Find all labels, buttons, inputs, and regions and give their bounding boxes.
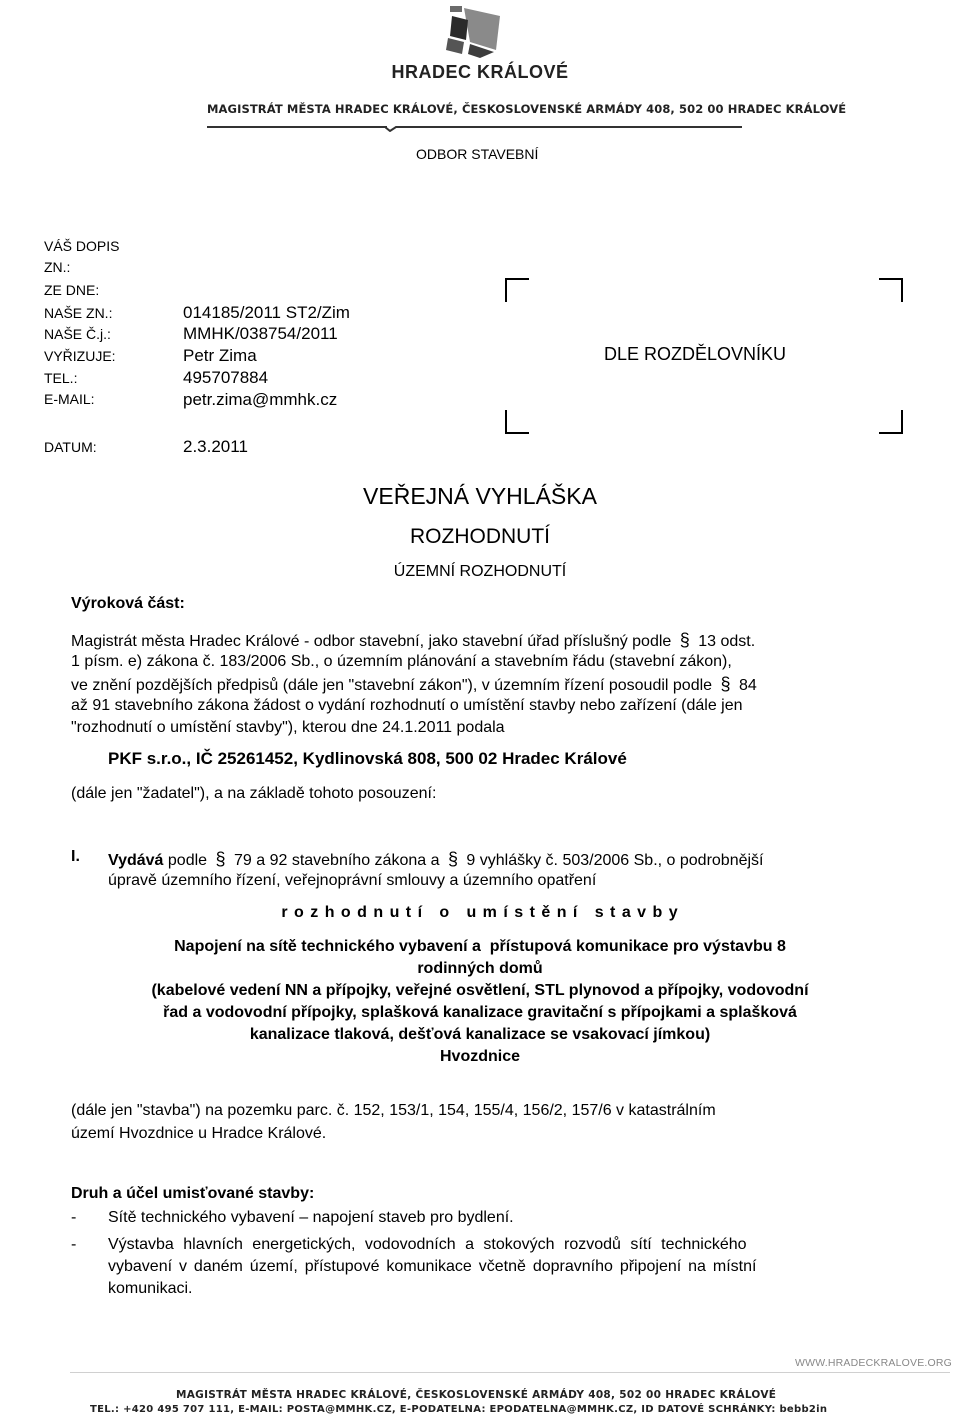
value-email: petr.zima@mmhk.cz	[183, 390, 338, 409]
intro-line-3	[71, 673, 757, 697]
recipient: DLE ROZDĚLOVNÍKU	[604, 344, 787, 364]
decision-numeral: I.	[71, 848, 80, 865]
section-sign-icon: §	[215, 849, 226, 869]
project-line-1: Napojení na sítě technického vybavení a přístupová komunikace pro výstavbu 8	[174, 938, 786, 955]
label-nase-zn: NAŠE ZN.:	[44, 305, 113, 321]
address-corner-bottom-right	[879, 410, 903, 434]
header-rule-notch	[385, 122, 401, 132]
magistrate-address-header: MAGISTRÁT MĚSTA HRADEC KRÁLOVÉ, ČESKOSLOVENSKÉ ARMÁDY 408, 502 00 HRADEC KRÁLOVÉ	[207, 102, 847, 116]
decision-line-1	[108, 848, 763, 872]
footer-website[interactable]: WWW.HRADECKRALOVE.ORG	[795, 1357, 953, 1369]
footer-rule	[70, 1372, 950, 1373]
footer-address: MAGISTRÁT MĚSTA HRADEC KRÁLOVÉ, ČESKOSLOVENSKÉ ARMÁDY 408, 502 00 HRADEC KRÁLOVÉ	[176, 1389, 777, 1401]
decision-verb: Vydává	[108, 852, 164, 869]
section-sign-icon: §	[720, 674, 731, 694]
section-sign-icon: §	[679, 630, 690, 650]
value-datum: 2.3.2011	[183, 437, 248, 456]
land-line-1: (dále jen "stavba") na pozemku parc. č. 152, 153/1, 154, 155/4, 156/2, 157/6 v katastrálním	[71, 1102, 716, 1119]
intro-line-3b: 84	[738, 677, 757, 694]
header-rule-left	[207, 126, 387, 128]
label-ze-dne: ZE DNE:	[44, 282, 100, 298]
intro-line-5: "rozhodnutí o umístění stavby"), kterou dne 24.1.2011 podala	[71, 719, 505, 736]
title-main: VEŘEJNÁ VYHLÁŠKA	[363, 483, 597, 509]
intro-line-3a: ve znění pozdějších předpisů (dále jen "stavební zákon"), v územním řízení posoudil podle	[71, 677, 713, 694]
decision-line-1b: 79 a 92 stavebního zákona a	[233, 852, 440, 869]
druh-item-1: Sítě technického vybavení – napojení staveb pro bydlení.	[108, 1209, 514, 1226]
address-corner-top-left	[505, 278, 529, 302]
intro-line-1a: Magistrát města Hradec Králové - odbor stavební, jako stavební úřad příslušný podle	[71, 633, 672, 650]
project-line-2: rodinných domů	[417, 960, 543, 977]
label-tel: TEL.:	[44, 370, 78, 386]
label-vas-dopis: VÁŠ DOPIS	[44, 238, 120, 254]
applicant-after: (dále jen "žadatel"), a na základě tohoto posouzení:	[71, 785, 437, 802]
intro-line-4: až 91 stavebního zákona žádost o vydání rozhodnutí o umístění stavby nebo zařízení (dále jen	[71, 697, 743, 714]
section-label: Výroková část:	[71, 595, 185, 612]
label-vyrizuje: VYŘIZUJE:	[44, 348, 116, 364]
project-line-3: (kabelové vedení NN a přípojky, veřejné osvětlení, STL plynovod a přípojky, vodovodní	[151, 982, 809, 999]
value-vyrizuje: Petr Zima	[183, 346, 257, 365]
druh-item-2-line-3: komunikaci.	[108, 1280, 193, 1297]
footer-contacts: TEL.: +420 495 707 111, E-MAIL: POSTA@MMHK.CZ, E-PODATELNA: EPODATELNA@MMHK.CZ, ID DATOVÉ SCHRÁNKY: bebb2in	[90, 1404, 828, 1415]
project-line-5: kanalizace tlaková, dešťová kanalizace se vsakovací jímkou)	[249, 1026, 711, 1043]
applicant-name: PKF s.r.o., IČ 25261452, Kydlinovská 808, 500 02 Hradec Králové	[108, 749, 627, 768]
label-email: E-MAIL:	[44, 391, 95, 407]
druh-item-2-line-1: Výstavba hlavních energetických, vodovodních a stokových rozvodů sítí technického	[108, 1236, 747, 1253]
decision-line-2: úpravě územního řízení, veřejnoprávní smlouvy a územního opatření	[108, 872, 597, 889]
label-zn: ZN.:	[44, 259, 71, 275]
intro-line-1	[71, 629, 755, 653]
address-corner-bottom-left	[505, 410, 529, 434]
value-tel: 495707884	[183, 368, 269, 387]
label-nase-cj: NAŠE Č.j.:	[44, 326, 111, 342]
header-rule-right	[400, 126, 742, 128]
project-location: Hvozdnice	[439, 1048, 520, 1065]
section-sign-icon: §	[447, 849, 458, 869]
decision-line-1a: podle	[167, 852, 208, 869]
value-nase-cj: MMHK/038754/2011	[183, 324, 338, 343]
intro-line-1b: 13 odst.	[698, 633, 756, 650]
intro-line-2: 1 písm. e) zákona č. 183/2006 Sb., o územním plánování a stavebním řádu (stavební zákon),	[71, 653, 732, 670]
decision-spaced-title: r o z h o d n u t í o u m í s t ě n í s t a v b y	[281, 904, 679, 921]
druh-item-1-dash: -	[71, 1209, 77, 1226]
project-line-4: řad a vodovodní přípojky, splašková kanalizace gravitační s přípojkami a splašková	[163, 1004, 797, 1021]
title-sub: ROZHODNUTÍ	[410, 525, 550, 548]
value-nase-zn: 014185/2011 ST2/Zim	[183, 303, 350, 322]
land-line-2: území Hvozdnice u Hradce Králové.	[71, 1125, 327, 1142]
druh-heading: Druh a účel umisťované stavby:	[71, 1185, 315, 1202]
city-name: HRADEC KRÁLOVÉ	[391, 62, 569, 82]
decision-line-1c: 9 vyhlášky č. 503/2006 Sb., o podrobnější	[466, 852, 764, 869]
druh-item-2-line-2: vybavení v daném území, přístupové komunikace včetně dopravního připojení na místní	[108, 1258, 757, 1275]
city-logo	[440, 6, 512, 58]
label-datum: DATUM:	[44, 439, 97, 455]
department: ODBOR STAVEBNÍ	[416, 146, 539, 162]
druh-item-2-dash: -	[71, 1236, 77, 1253]
title-subsub: ÚZEMNÍ ROZHODNUTÍ	[393, 563, 567, 580]
address-corner-top-right	[879, 278, 903, 302]
